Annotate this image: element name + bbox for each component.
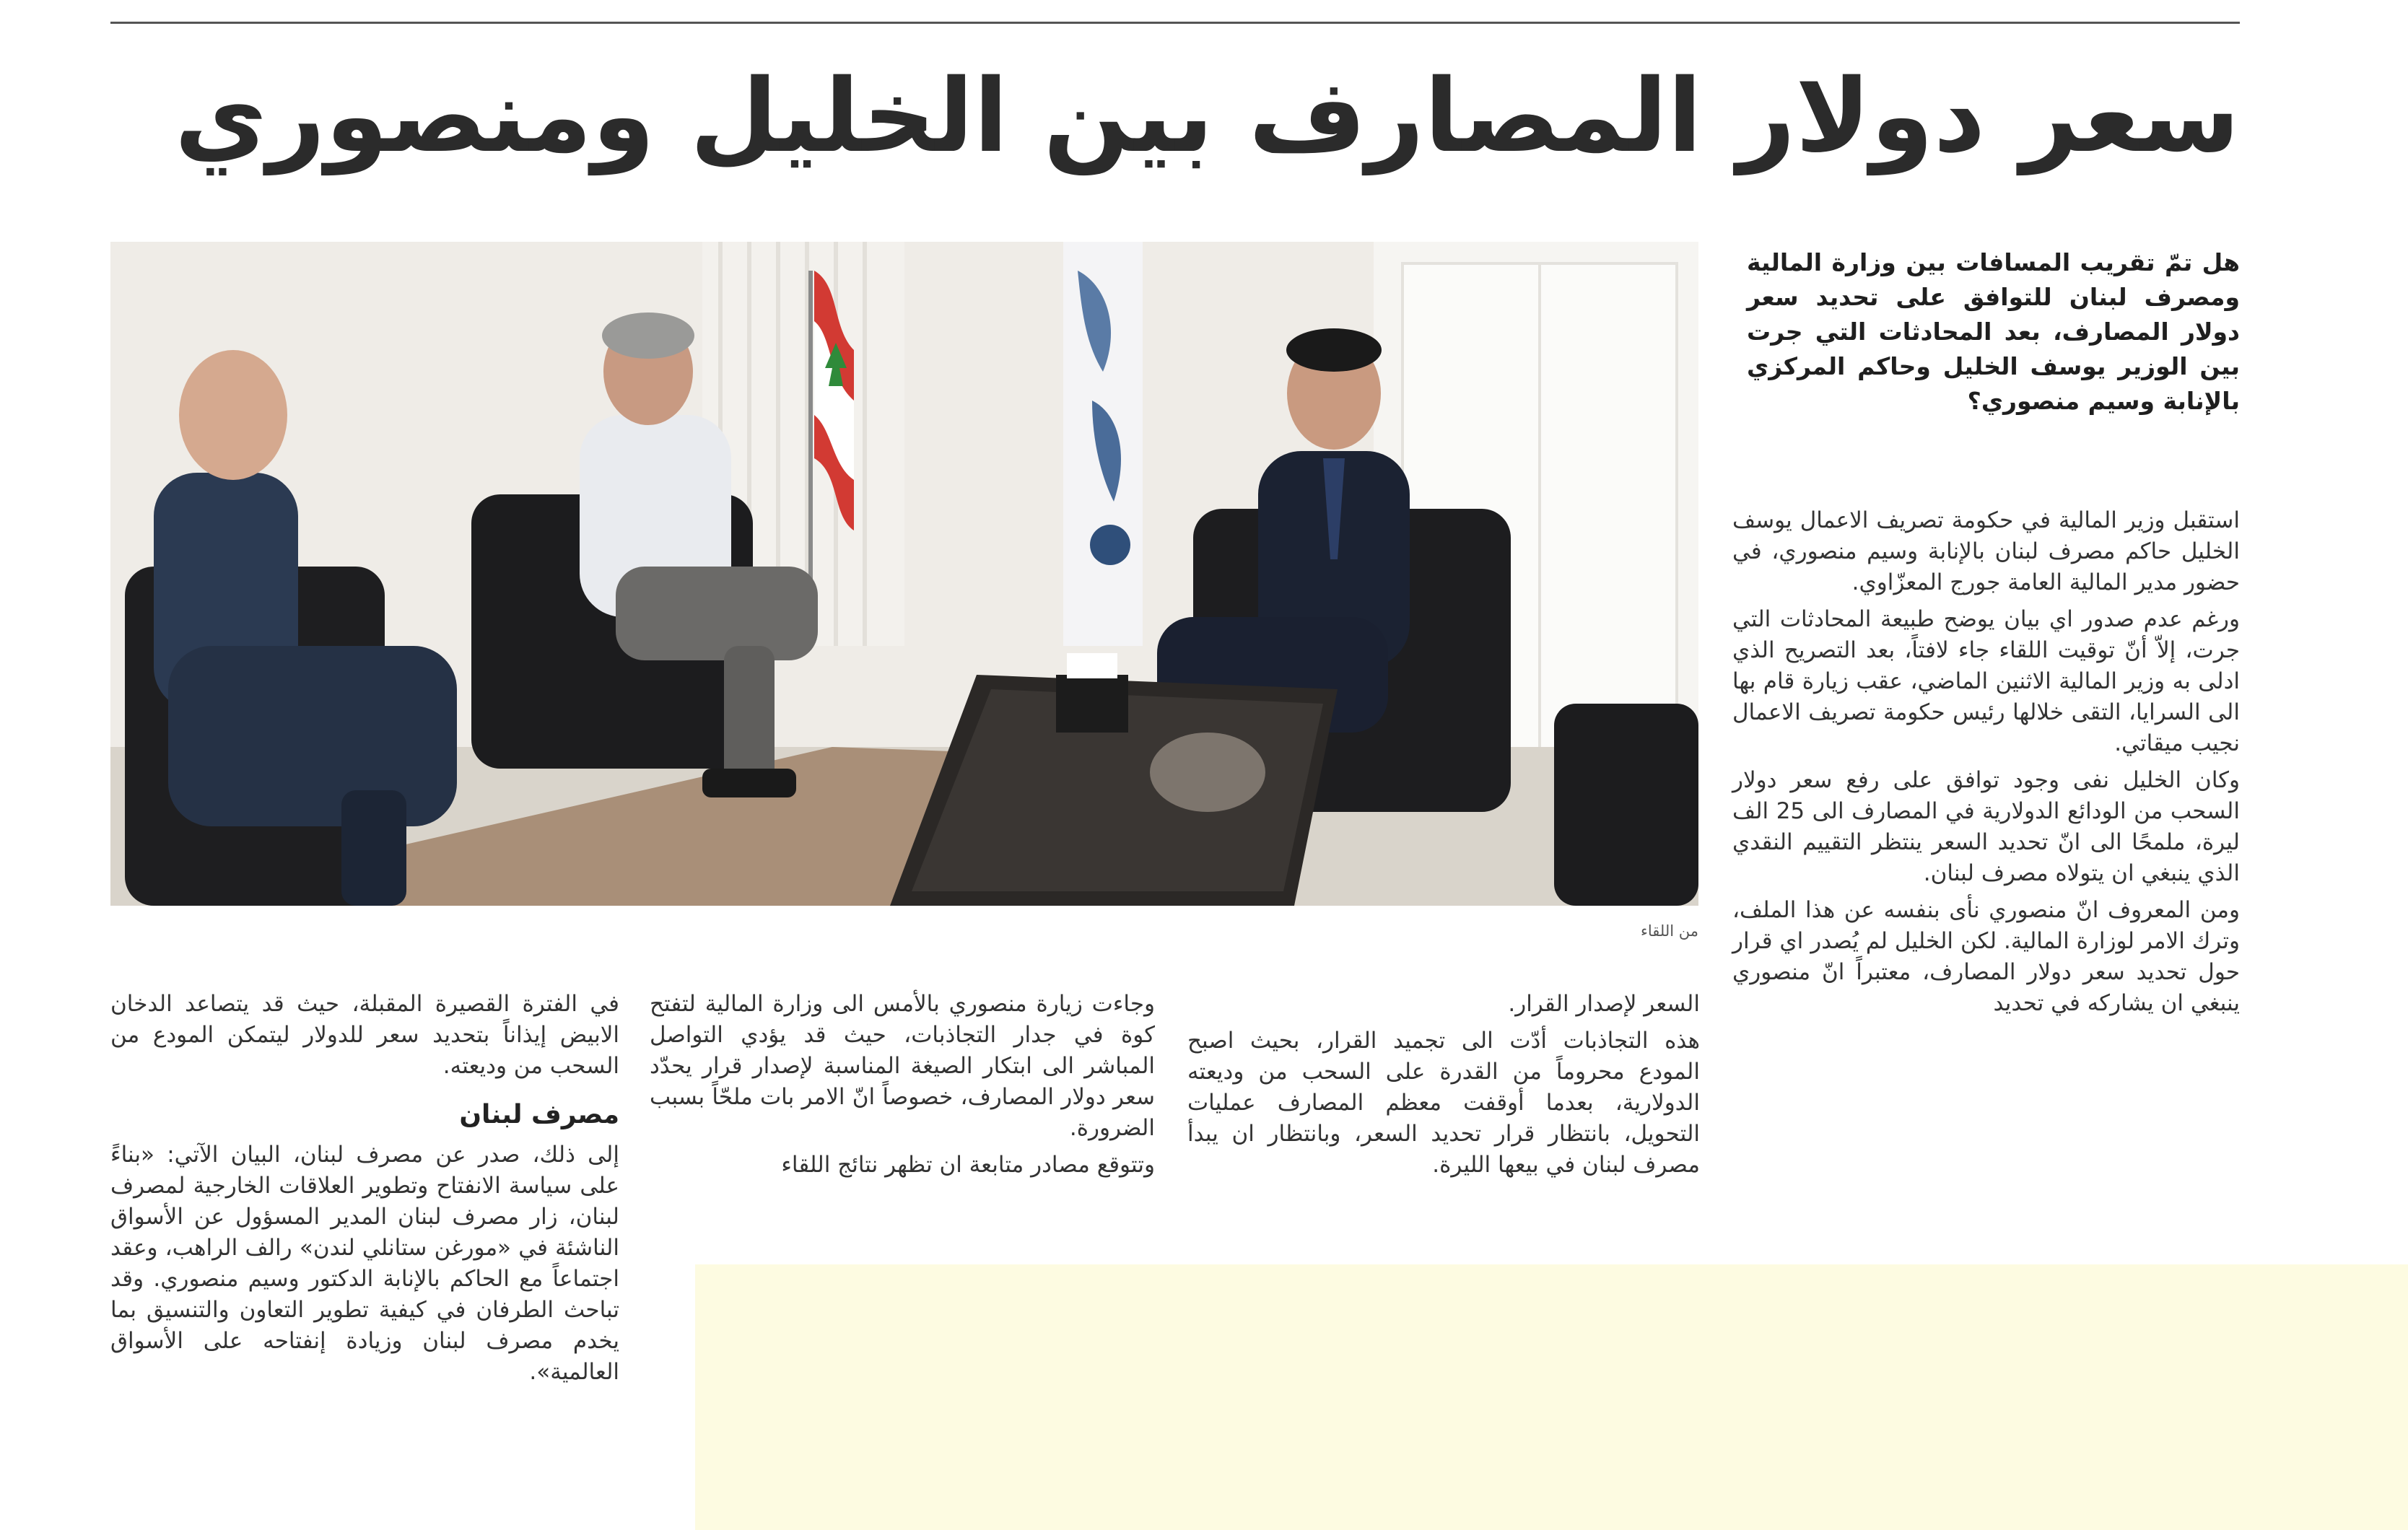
headline: سعر دولار المصارف بين الخليل ومنصوري (174, 58, 2240, 175)
column-c (110, 989, 619, 1394)
top-rule (110, 22, 2240, 24)
paragraph: وكان الخليل نفى وجود توافق على رفع سعر دولار السحب من الودائع الدولارية في المصارف الى 25 الف ليرة، ملمحًا الى انّ تحديد السعر ينتظر التقييم النقدي الذي ينبغي ان يتولاه مصرف لبنان. (1732, 767, 2240, 886)
article-photo (110, 242, 1698, 906)
article-lead: هل تمّ تقريب المسافات بين وزارة المالية ومصرف لبنان للتوافق على تحديد سعر دولار المصارف، بعد المحادثات التي جرت بين الوزير يوسف الخليل وحاكم المركزي بالإنابة وسيم منصوري؟ (1747, 248, 2240, 415)
column-b (650, 989, 1155, 1186)
column-a (1187, 989, 1700, 1186)
subheading: مصرف لبنان (459, 1100, 619, 1129)
paragraph: السعر لإصدار القرار. (1508, 991, 1700, 1017)
paragraph: إلى ذلك، صدر عن مصرف لبنان، البيان الآتي: «بناءً على سياسة الانفتاح وتطوير العلاقات الخارجية لمصرف لبنان، زار مصرف لبنان المدير المسؤول عن الأسواق الناشئة في «مورغن ستانلي لندن» رالف الراهب، وعقد اجتماعاً مع الحاكم بالإنابة الدكتور وسيم منصوري. وقد تباحث الطرفان في كيفية تطوير التعاون والتنسيق بما يخدم مصرف لبنان وزيادة إنفتاحه على الأسواق العالمية». (110, 1142, 619, 1385)
paragraph: وتتوقع مصادر متابعة ان تظهر نتائج اللقاء (781, 1152, 1155, 1178)
advertisement-placeholder (695, 1264, 2408, 1530)
paragraph: ورغم عدم صدور اي بيان يوضح طبيعة المحادثات التي جرت، إلاّ أنّ توقيت اللقاء جاء لافتاً، بعد التصريح الذي ادلى به وزير المالية الاثنين الماضي، عقب زيارة قام بها الى السرايا، التقى خلالها رئيس حكومة تصريف الاعمال نجيب ميقاتي. (1732, 606, 2240, 756)
column-right (1732, 505, 2240, 1025)
paragraph: استقبل وزير المالية في حكومة تصريف الاعمال يوسف الخليل حاكم مصرف لبنان بالإنابة وسيم منصوري، في حضور مدير المالية العامة جورج المعزّاوي. (1732, 507, 2240, 595)
paragraph: ومن المعروف انّ منصوري نأى بنفسه عن هذا الملف، وترك الامر لوزارة المالية. لكن الخليل لم يُصدر اي قرار حول تحديد سعر دولار المصارف، معتبراً انّ منصوري ينبغي ان يشاركه في تحديد (1732, 897, 2240, 1016)
paragraph: هذه التجاذبات أدّت الى تجميد القرار، بحيث اصبح المودع محروماً من القدرة على السحب من وديعته الدولارية، بعدما أوقفت معظم المصارف عمليات التحويل، بانتظار قرار تحديد السعر، وبانتظار ان يبدأ مصرف لبنان في بيعها الليرة. (1187, 1028, 1700, 1178)
photo-caption: من اللقاء (1641, 922, 1698, 940)
paragraph: وجاءت زيارة منصوري بالأمس الى وزارة المالية لتفتح كوة في جدار التجاذبات، حيث قد يؤدي التواصل المباشر الى ابتكار الصيغة المناسبة لإصدار قرار يحدّد سعر دولار المصارف، خصوصاً انّ الامر بات ملحّاً بسبب الضرورة. (650, 991, 1155, 1141)
paragraph: في الفترة القصيرة المقبلة، حيث قد يتصاعد الدخان الابيض إيذاناً بتحديد سعر للدولار ليتمكن المودع من السحب من وديعته. (110, 991, 619, 1079)
